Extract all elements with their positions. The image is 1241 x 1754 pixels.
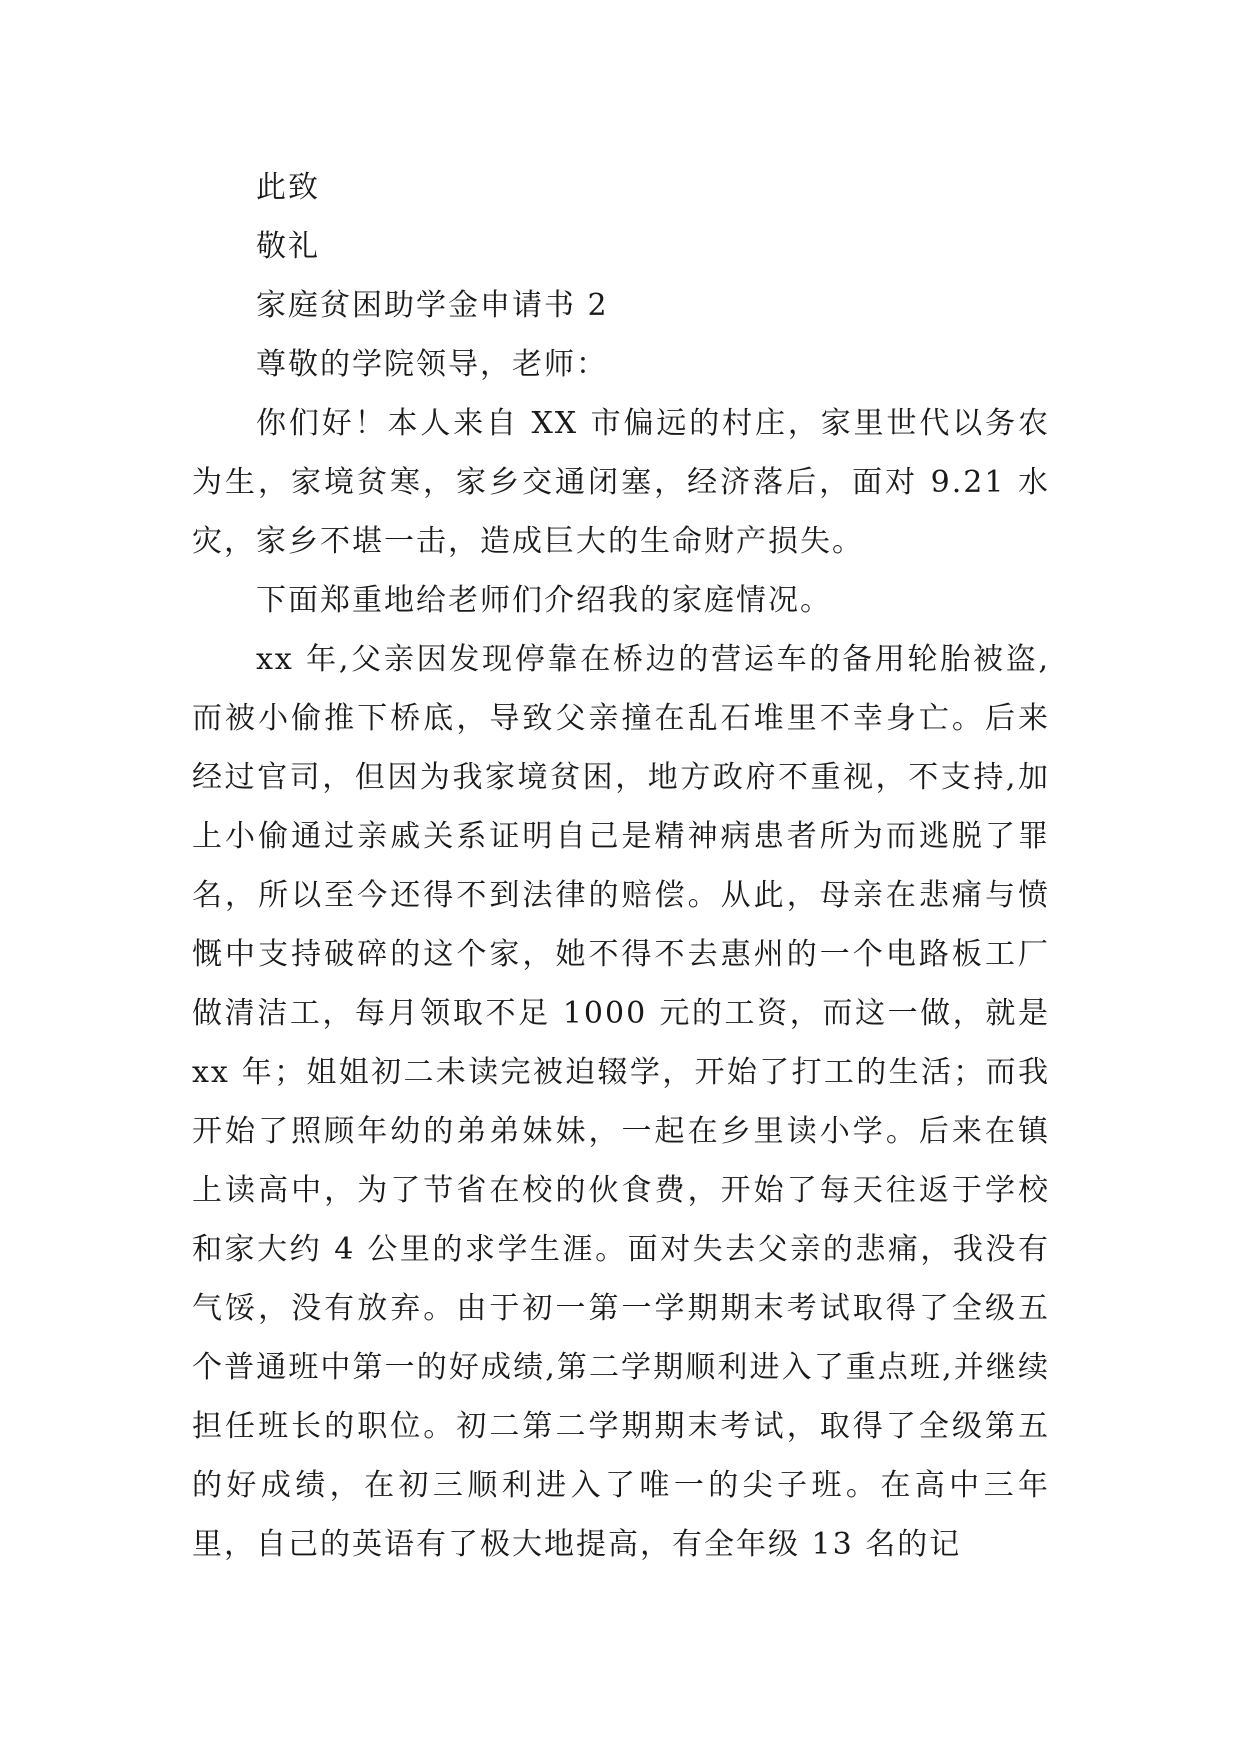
closing-line-1: 此致 bbox=[256, 170, 320, 205]
salutation: 尊敬的学院领导，老师： bbox=[256, 347, 608, 382]
paragraph-intro: 下面郑重地给老师们介绍我的家庭情况。 bbox=[256, 583, 832, 618]
document-body bbox=[192, 158, 1050, 1574]
closing-line-2: 敬礼 bbox=[256, 229, 320, 264]
paragraph-family-situation: xx 年,父亲因发现停靠在桥边的营运车的备用轮胎被盗,而被小偷推下桥底，导致父亲撞在乱石堆里不幸身亡。后来经过官司，但因为我家境贫困，地方政府不重视，不支持,加上小偷通过亲戚关系证明自己是精神病患者所为而逃脱了罪名，所以至今还得不到法律的赔偿。从此，母亲在悲痛与愤慨中支持破碎的这个家，她不得不去惠州的一个电路板工厂做清洁工，每月领取不足 1000 元的工资，而这一做，就是 xx 年；姐姐初二未读完被迫辍学，开始了打工的生活；而我开始了照顾年幼的弟弟妹妹，一起在乡里读小学。后来在镇上读高中，为了节省在校的伙食费，开始了每天往返于学校和家大约 4 公里的求学生涯。面对失去父亲的悲痛，我没有气馁，没有放弃。由于初一第一学期期末考试取得了全级五个普通班中第一的好成绩,第二学期顺利进入了重点班,并继续担任班长的职位。初二第二学期期末考试，取得了全级第五的好成绩，在初三顺利进入了唯一的尖子班。在高中三年里，自己的英语有了极大地提高，有全年级 13 名的记 bbox=[192, 642, 1050, 1562]
paragraph-greeting: 你们好！本人来自 XX 市偏远的村庄，家里世代以务农为生，家境贫寒，家乡交通闭塞，经济落后，面对 9.21 水灾，家乡不堪一击，造成巨大的生命财产损失。 bbox=[192, 406, 1050, 559]
document-title: 家庭贫困助学金申请书 2 bbox=[256, 288, 609, 323]
